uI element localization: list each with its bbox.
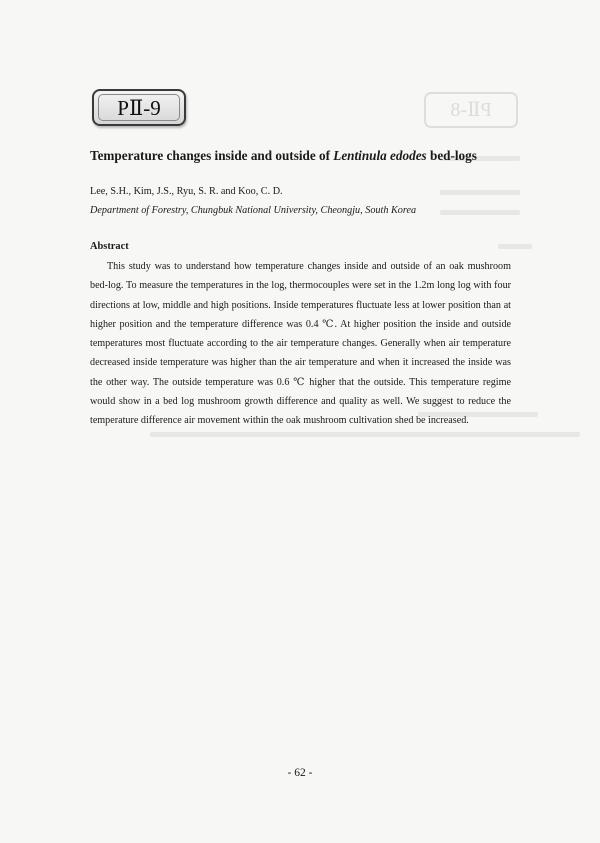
section-badge — [92, 89, 186, 126]
ghost-line — [440, 190, 520, 195]
ghost-line — [440, 210, 520, 215]
ghost-badge: PⅡ-8 — [424, 92, 518, 128]
title-part: Temperature changes inside and outside of — [90, 148, 334, 163]
section-badge-label: PⅡ-9 — [98, 94, 180, 121]
authors: Lee, S.H., Kim, J.S., Ryu, S. R. and Koo, C. D. — [90, 186, 283, 197]
affiliation: Department of Forestry, Chungbuk National University, Cheongju, South Korea — [90, 205, 417, 216]
abstract-body: This study was to understand how temperature changes inside and outside of an oak mushroom bed-log. To measure the temperatures in the log, thermocouples were set in the 1.2m long log with four directions at low, middle and high positions. Inside temperatures fluctuate less at lower position than at higher position and the temperature difference was 0.4 ℃. At higher position the inside and outside temperatures most fluctuate according to the air temperature changes. Generally when air temperature decreased inside temperature was higher than the air temperature and when it increased the inside was the other way. The outside temperature was 0.6 ℃ higher that the outside. This temperature regime would show in a bed log mushroom growth difference and quality as well. We suggest to reduce the temperature difference air movement within the oak mushroom cultivation shed be increased. — [90, 261, 511, 427]
page-number: - 62 - — [287, 767, 313, 779]
paper-title — [90, 148, 530, 164]
ghost-line — [498, 244, 532, 249]
ghost-line — [150, 432, 580, 437]
title-species: Lentinula edodes — [333, 148, 427, 163]
title-part: bed-logs — [426, 148, 477, 163]
abstract-heading: Abstract — [90, 241, 129, 252]
